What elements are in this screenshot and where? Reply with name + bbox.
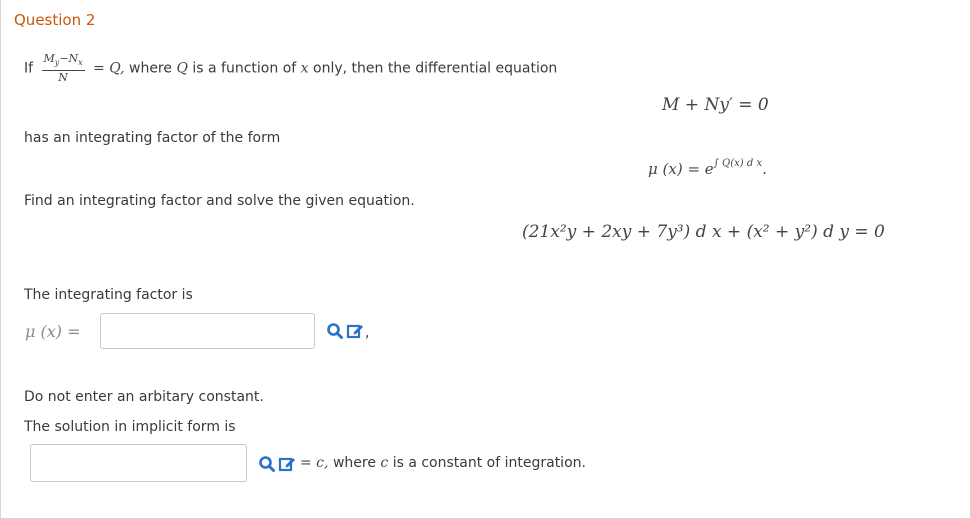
- text-only: only, then the differential equation: [313, 60, 558, 77]
- intro-line: [24, 52, 557, 85]
- search-icon[interactable]: [326, 322, 344, 340]
- find-text: Find an integrating factor and solve the given equation.: [24, 193, 415, 209]
- q-var: Q: [176, 60, 188, 77]
- integrating-factor-label: The integrating factor is: [24, 287, 193, 303]
- question-title: Question 2: [14, 11, 96, 29]
- note-text: Do not enter an arbitary constant.: [24, 389, 264, 405]
- suffix-constant-text: is a constant of integration.: [392, 455, 586, 471]
- mu-answer-label: μ (x) =: [25, 322, 81, 341]
- integrating-factor-input[interactable]: [100, 313, 315, 349]
- fraction-denominator: N: [58, 71, 68, 84]
- mu-period: .: [762, 160, 767, 178]
- mu-exponent: ∫ Q(x) d x: [713, 158, 763, 169]
- x-var: x: [300, 60, 309, 77]
- solution-input[interactable]: [30, 444, 247, 482]
- search-icon[interactable]: [258, 455, 276, 473]
- differential-equation-1: M + Ny′ = 0: [662, 95, 769, 115]
- integrating-factor-text: has an integrating factor of the form: [24, 130, 281, 146]
- text-is-function: is a function of: [192, 60, 297, 77]
- edit-icon[interactable]: [278, 455, 296, 473]
- fraction-numerator: $M_y-N_x$: [42, 52, 85, 71]
- equals-c: = c,: [300, 455, 329, 471]
- mu-lhs: μ (x) = e: [648, 160, 714, 178]
- solution-label: The solution in implicit form is: [24, 419, 236, 435]
- c-var: c: [380, 455, 389, 471]
- eq-q: = Q,: [93, 60, 125, 77]
- solution-suffix: [300, 455, 586, 471]
- answer1-comma: ,: [365, 325, 370, 341]
- suffix-where: where: [332, 455, 376, 471]
- given-equation: (21x²y + 2xy + 7y³) d x + (x² + y²) d y = 0: [522, 222, 885, 242]
- mu-definition: [648, 158, 767, 178]
- if-word: If: [24, 60, 34, 77]
- edit-icon[interactable]: [346, 322, 364, 340]
- fraction: [42, 52, 85, 85]
- text-where: where: [129, 60, 172, 77]
